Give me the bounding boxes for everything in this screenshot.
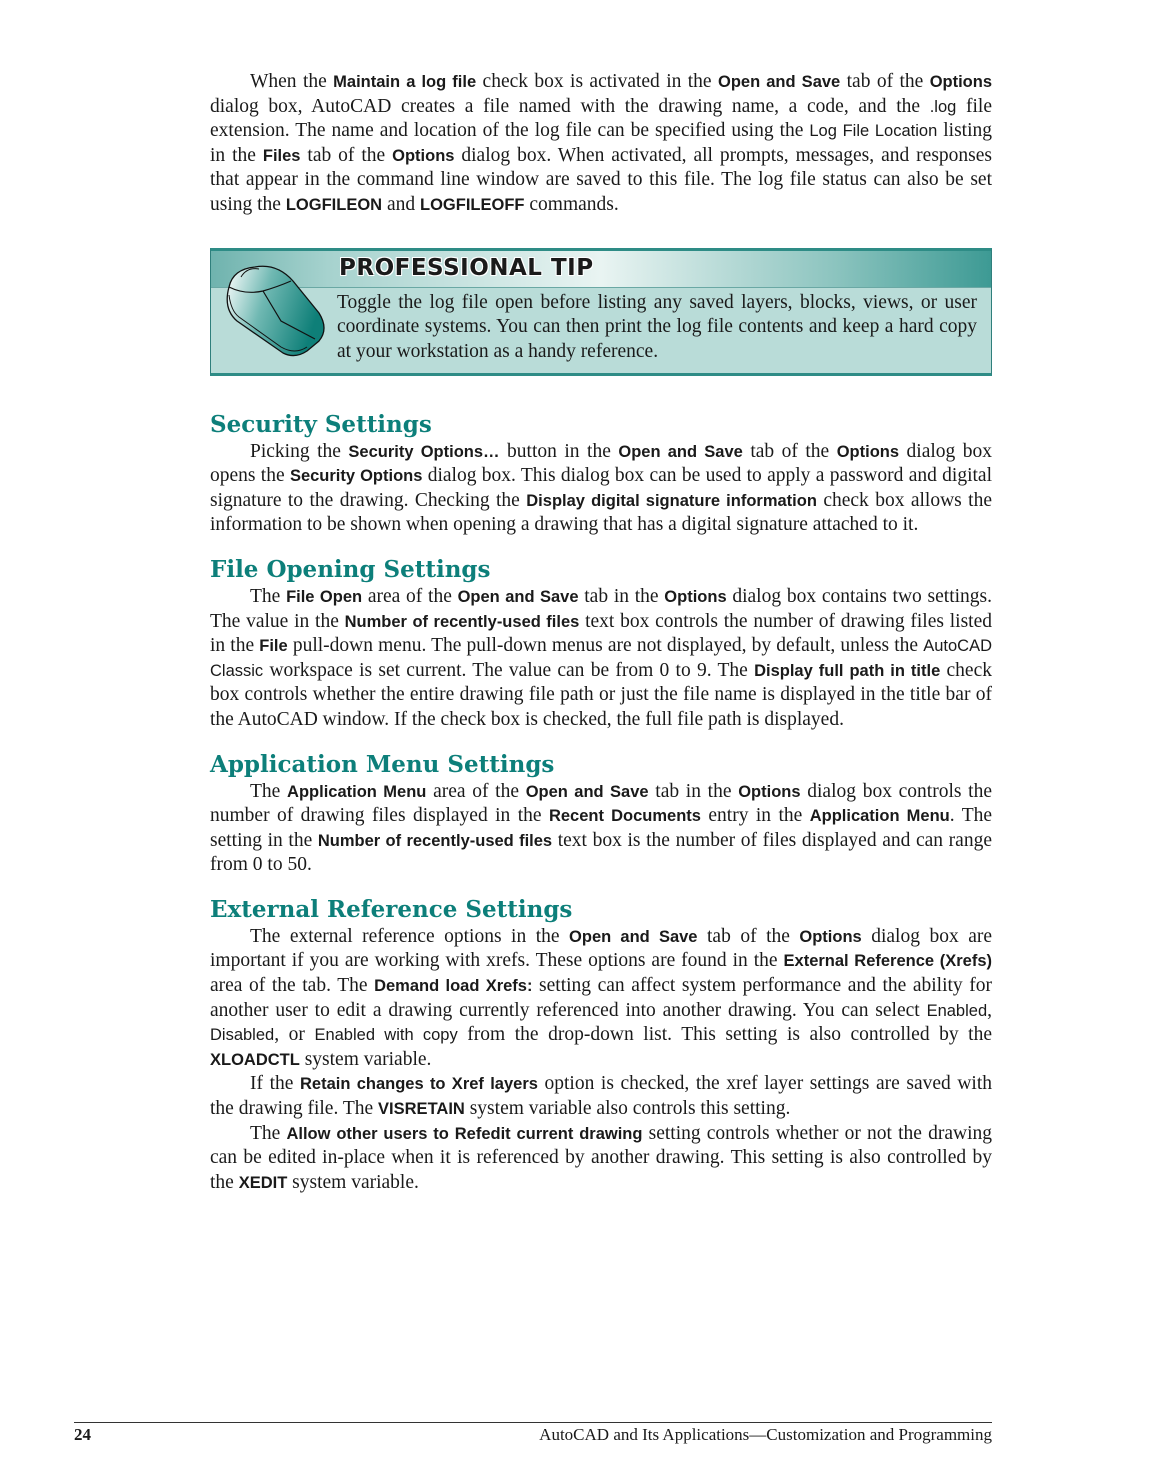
ui-value: Enabled [926, 1001, 988, 1020]
tip-title: PROFESSIONAL TIP [339, 254, 594, 281]
ui-term: Open and Save [569, 927, 698, 946]
ui-term: Maintain a log file [333, 73, 477, 91]
ui-term: Number of recently-used files [317, 831, 553, 850]
mouse-icon [215, 255, 333, 367]
ui-term: Demand load Xrefs: [374, 977, 533, 996]
ui-value: .log [929, 97, 957, 116]
ui-term: Display full path in title [754, 661, 941, 680]
section-heading: External Reference Settings [210, 895, 573, 923]
section-application-menu [210, 750, 992, 878]
ui-term: Security Options [289, 467, 423, 486]
section-paragraph: If the Retain changes to Xref layers option is checked, the xref layer settings are saved with the drawing file. The VISRETAIN system variable also controls this setting. [210, 1073, 993, 1120]
section-paragraph: The external reference options in the Open and Save tab of the Options dialog box are important if you are working with xrefs. These options are found in the External Reference (Xrefs) area of the tab. The Demand load Xrefs: setting can affect system performance and the ability for another user to edit a drawing currently referenced into another drawing. You can select Enabled, Disabled, or Enabled with copy from the drop-down list. This setting is also controlled by the XLOADCTL system variable. [210, 925, 993, 1070]
ui-value: AutoCAD Classic [210, 637, 992, 680]
section-paragraph: The Application Menu area of the Open and Save tab in the Options dialog box controls the number of drawing files displayed in the Recent Documents entry in the Application Menu. The setting in the Number of recently-used files text box is the number of files displayed and can range from 0 to 50. [210, 780, 993, 876]
ui-term: Security Options… [348, 442, 500, 461]
section-heading: Application Menu Settings [210, 750, 555, 778]
page-body [210, 70, 992, 1195]
section-paragraph: Picking the Security Options… button in the Open and Save tab of the Options dialog box opens the Security Options dialog box. This dialog box can be used to apply a password and digital signature to the drawing. Checking the Display digital signature information check box allows the information to be shown when opening a drawing that has a digital signature attached to it. [210, 440, 993, 536]
running-footer-title: AutoCAD and Its Applications—Customization and Programming [539, 1425, 992, 1444]
section-paragraph: The Allow other users to Refedit current drawing setting controls whether or not the drawing can be edited in-place when it is referenced by another drawing. This setting is also controlled by the XEDIT system variable. [210, 1122, 992, 1193]
ui-term: Display digital signature information [526, 491, 817, 510]
page-number: 24 [74, 1425, 91, 1444]
ui-term: LOGFILEON [285, 195, 383, 214]
ui-term: Recent Documents [548, 807, 701, 826]
section-heading: Security Settings [210, 410, 432, 438]
ui-term: Open and Save [717, 73, 841, 91]
ui-term: Number of recently-used files [344, 612, 580, 631]
ui-value: Enabled with copy [314, 1026, 458, 1045]
ui-term: Open and Save [618, 442, 743, 461]
ui-term: Application Menu [809, 807, 950, 826]
ui-term: Options [799, 927, 862, 946]
ui-term: VISRETAIN [378, 1100, 465, 1119]
ui-term: Allow other users to Refedit current drawing [286, 1124, 643, 1143]
section-heading: File Opening Settings [210, 555, 491, 583]
tip-body: Toggle the log file open before listing any saved layers, blocks, views, or user coordinate systems. You can then print the log file contents and keep a hard copy at your workstation as a handy reference. [337, 291, 977, 362]
ui-value: Log File Location [809, 122, 938, 141]
ui-term: Open and Save [457, 587, 579, 606]
ui-term: Options [738, 782, 801, 801]
ui-term: Files [262, 146, 301, 165]
ui-term: File [259, 637, 288, 656]
ui-term: Options [664, 587, 727, 606]
ui-term: XLOADCTL [210, 1050, 300, 1069]
ui-term: LOGFILEOFF [420, 195, 525, 214]
footer-rule [74, 1422, 992, 1423]
professional-tip-box [210, 248, 992, 376]
ui-term: External Reference (Xrefs) [783, 952, 992, 971]
intro-paragraph: When the Maintain a log file check box is activated in the Open and Save tab of the Options dialog box, AutoCAD creates a file named with the drawing name, a code, and the .log file extension. The name and location of the log file can be specified using the Log File Location listing in the Files tab of the Options dialog box. When activated, all prompts, messages, and responses that appear in the command line window are saved to this file. The log file status can also be set using the LOGFILEON and LOGFILEOFF commands. [210, 71, 993, 215]
section-external-reference [210, 895, 992, 1196]
ui-term: Retain changes to Xref layers [299, 1075, 538, 1094]
ui-term: Open and Save [525, 782, 649, 801]
section-security [210, 410, 992, 538]
ui-term: Options [929, 73, 993, 91]
ui-term: Options [392, 146, 455, 165]
ui-term: Options [836, 442, 900, 461]
section-file-opening [210, 555, 992, 733]
ui-value: Disabled [210, 1026, 275, 1045]
ui-term: File Open [286, 587, 363, 606]
ui-term: Application Menu [287, 782, 427, 801]
ui-term: XEDIT [238, 1173, 288, 1192]
section-paragraph: The File Open area of the Open and Save tab in the Options dialog box contains two settings. The value in the Number of recently-used files text box controls the number of drawing files listed in the File pull-down menu. The pull-down menus are not displayed, by default, unless the AutoCAD Classic workspace is set current. The value can be from 0 to 9. The Display full path in title check box controls whether the entire drawing file path or just the file name is displayed in the title bar of the AutoCAD window. If the check box is checked, the full file path is displayed. [210, 585, 992, 730]
